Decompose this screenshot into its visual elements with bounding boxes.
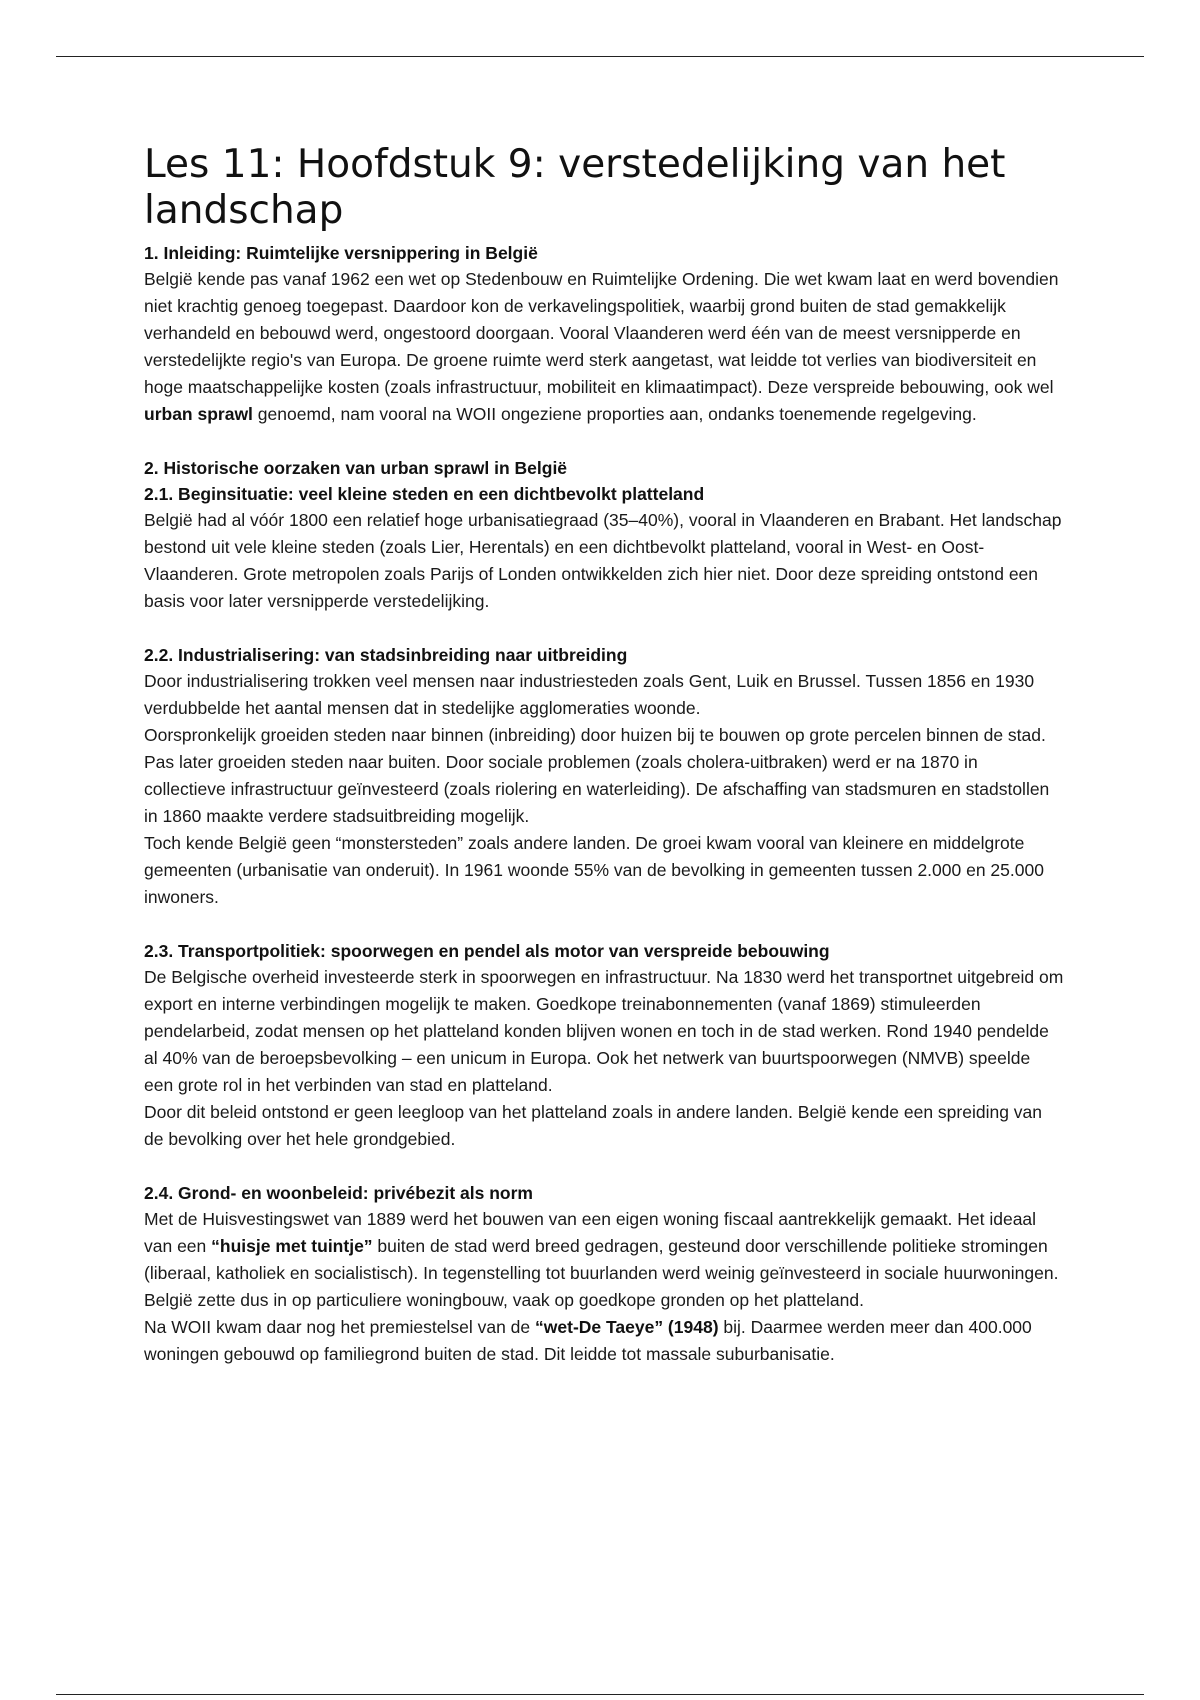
section-2-2-paragraph-1: Door industrialisering trokken veel mensen naar industriesteden zoals Gent, Luik en Brussel. Tussen 1856 en 1930 verdubbelde het aantal mensen dat in stedelijke agglomeraties woonde. [144, 671, 1035, 718]
section-1-paragraph: België kende pas vanaf 1962 een wet op Stedenbouw en Ruimtelijke Ordening. Die wet kwam laat en werd bovendien niet krachtig genoeg toegepast. Daardoor kon de verkavelingspolitiek, waarbij grond buiten de stad gemakkelijk verhandeld en bebouwd werd, ongestoord doorgaan. Vooral Vlaanderen werd één van de meest versnipperde en verstedelijkte regio's van Europa. De groene ruimte werd sterk aangetast, wat leidde tot verlies van biodiversiteit en hoge maatschappelijke kosten (zoals infrastructuur, mobiliteit en klimaatimpact). Deze verspreide bebouwing, ook wel urban sprawl genoemd, nam vooral na WOII ongeziene proporties aan, ondanks toenemende regelgeving. [144, 269, 1059, 424]
section-2-3-paragraph-1: De Belgische overheid investeerde sterk in spoorwegen en infrastructuur. Na 1830 werd het transportnet uitgebreid om export en interne verbindingen mogelijk te maken. Goedkope treinabonnementen (vanaf 1869) stimuleerden pendelarbeid, zodat mensen op het platteland konden blijven wonen en toch in de stad werken. Rond 1940 pendelde al 40% van de beroepsbevolking – een unicum in Europa. Ook het netwerk van buurtspoorwegen (NMVB) speelde een grote rol in het verbinden van stad en platteland. [144, 967, 1064, 1095]
header-rule [56, 56, 1144, 57]
footer-rule [56, 1694, 1144, 1695]
section-2-4-heading: 2.4. Grond- en woonbeleid: privébezit als norm [144, 1183, 533, 1203]
section-2-2-paragraph-2: Oorspronkelijk groeiden steden naar binnen (inbreiding) door huizen bij te bouwen op grote percelen binnen de stad. Pas later groeiden steden naar buiten. Door sociale problemen (zoals cholera-uitbraken) werd er na 1870 in collectieve infrastructuur geïnvesteerd (zoals riolering en waterleiding). De afschaffing van stadsmuren en stadstollen in 1860 maakte verdere stadsuitbreiding mogelijk. [144, 725, 1050, 826]
document-body [144, 142, 1064, 1368]
term-huisje-met-tuintje: “huisje met tuintje” [211, 1236, 373, 1256]
section-2-3-heading: 2.3. Transportpolitiek: spoorwegen en pendel als motor van verspreide bebouwing [144, 941, 830, 961]
section-2-4-paragraph-1: Met de Huisvestingswet van 1889 werd het bouwen van een eigen woning fiscaal aantrekkelijk gemaakt. Het ideaal van een “huisje met tuintje” buiten de stad werd breed gedragen, gesteund door verschillende politieke stromingen (liberaal, katholiek en socialistisch). In tegenstelling tot buurlanden werd weinig geïnvesteerd in sociale huurwoningen. België zette dus in op particuliere woningbouw, vaak op goedkope gronden op het platteland. [144, 1209, 1059, 1310]
section-2-4-paragraph-2: Na WOII kwam daar nog het premiestelsel van de “wet-De Taeye” (1948) bij. Daarmee werden meer dan 400.000 woningen gebouwd op familiegrond buiten de stad. Dit leidde tot massale suburbanisatie. [144, 1317, 1032, 1364]
section-1-heading: 1. Inleiding: Ruimtelijke versnippering in België [144, 243, 538, 263]
section-2-1-heading: 2.1. Beginsituatie: veel kleine steden en een dichtbevolkt platteland [144, 484, 705, 504]
section-2-1-paragraph: België had al vóór 1800 een relatief hoge urbanisatiegraad (35–40%), vooral in Vlaanderen en Brabant. Het landschap bestond uit vele kleine steden (zoals Lier, Herentals) en een dichtbevolkt platteland, vooral in West- en Oost-Vlaanderen. Grote metropolen zoals Parijs of Londen ontwikkelden zich hier niet. Door deze spreiding ontstond een basis voor later versnipperde verstedelijking. [144, 510, 1062, 611]
section-2-3-paragraph-2: Door dit beleid ontstond er geen leegloop van het platteland zoals in andere landen. België kende een spreiding van de bevolking over het hele grondgebied. [144, 1102, 1043, 1149]
term-urban-sprawl: urban sprawl [144, 404, 253, 424]
section-2-2-paragraph-3: Toch kende België geen “monstersteden” zoals andere landen. De groei kwam vooral van kleinere en middelgrote gemeenten (urbanisatie van onderuit). In 1961 woonde 55% van de bevolking in gemeenten tussen 2.000 en 25.000 inwoners. [144, 833, 1044, 907]
page-title: Les 11: Hoofdstuk 9: verstedelijking van het landschap [144, 142, 1006, 233]
section-2-2-heading: 2.2. Industrialisering: van stadsinbreiding naar uitbreiding [144, 645, 628, 665]
term-wet-de-taeye: “wet-De Taeye” (1948) [535, 1317, 719, 1337]
section-2-heading: 2. Historische oorzaken van urban sprawl in België [144, 458, 568, 478]
